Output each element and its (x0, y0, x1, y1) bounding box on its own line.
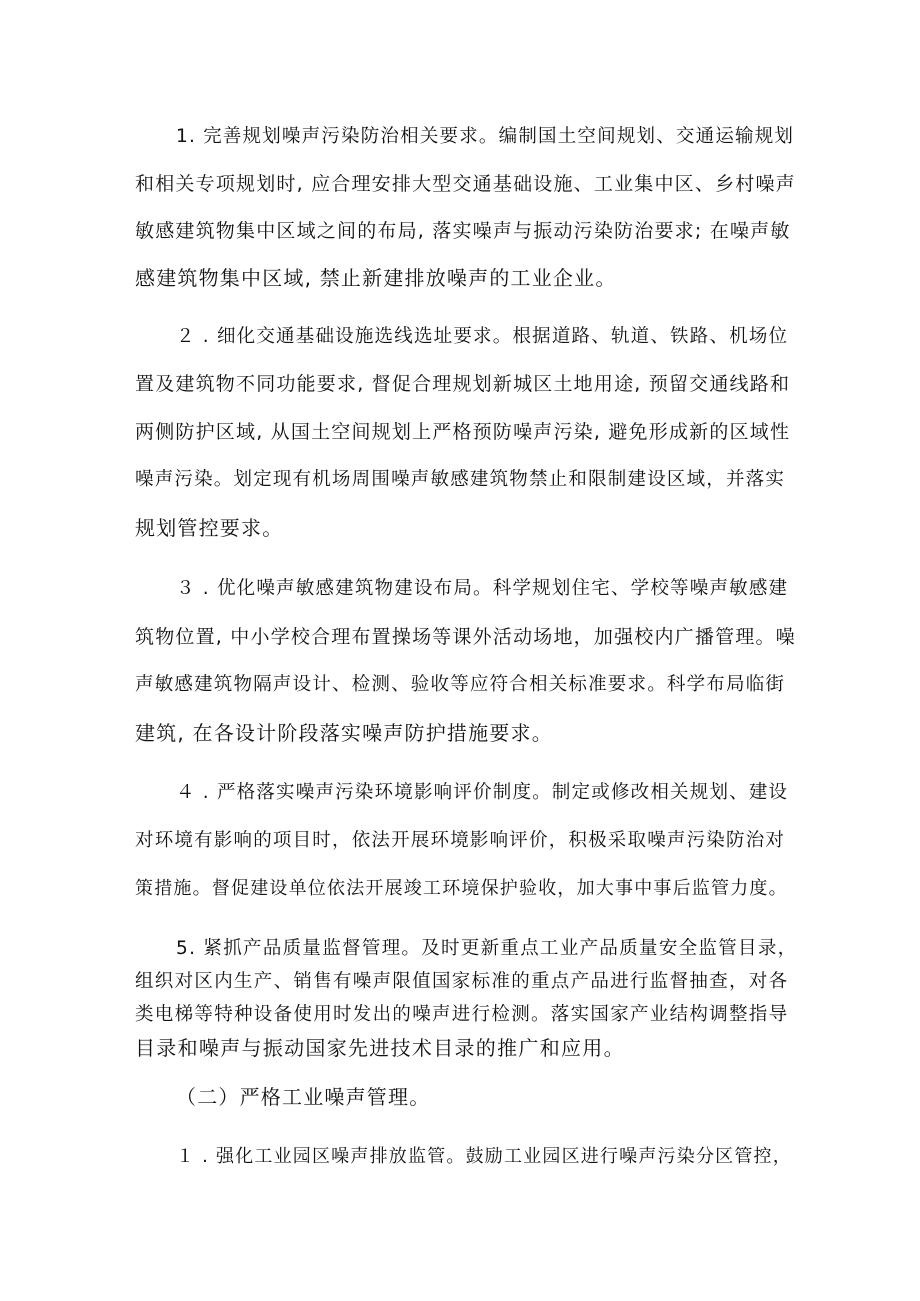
heading-line: （二）严格工业噪声管理。 (176, 1085, 431, 1109)
text-line: 组织对区内生产、销售有噪声限值国家标准的重点产品进行监督抽查，对各 (135, 971, 789, 992)
text-line: 敏感建筑物集中区域之间的布局, 落实噪声与振动污染防治要求; 在噪声敏 (135, 220, 791, 242)
text-line: 5. 紧抓产品质量监督管理。及时更新重点工业产品质量安全监管目录， (176, 938, 798, 959)
text-line: 策措施。督促建设单位依法开展竣工环境保护验收，加大事中事后监管力度。 (135, 878, 788, 899)
text-line: ４ . 严格落实噪声污染环境影响评价制度。制定或修改相关规划、建设 (176, 782, 789, 803)
text-line: 噪声污染。划定现有机场周围噪声敏感建筑物禁止和限制建设区域，并落实 (135, 469, 786, 490)
text-line: ３ . 优化噪声敏感建筑物建设布局。科学规划住宅、学校等噪声敏感建 (176, 578, 789, 599)
text-line: 目录和噪声与振动国家先进技术目录的推广和应用。 (135, 1036, 625, 1060)
text-line: 规划管控要求。 (135, 516, 284, 540)
text-line: 置及建筑物不同功能要求, 督促合理规划新城区土地用途, 预留交通线路和 (135, 373, 791, 395)
text-line: 类电梯等特种设备使用时发出的噪声进行检测。落实国家产业结构调整指导 (135, 1004, 789, 1025)
text-line: 筑物位置, 中小学校合理布置操场等课外活动场地，加强校内广播管理。噪 (135, 626, 796, 648)
text-line: 对环境有影响的项目时，依法开展环境影响评价，积极采取噪声污染防治对 (135, 830, 786, 851)
text-line: 1. 完善规划噪声污染防治相关要求。编制国土空间规划、交通运输规划 (176, 126, 795, 147)
text-line: １ . 强化工业园区噪声排放监管。鼓励工业园区进行噪声污染分区管控， (176, 1146, 792, 1167)
text-line: 两侧防护区域, 从国土空间规划上严格预防噪声污染, 避免形成新的区域性 (135, 421, 791, 443)
text-line: 建筑, 在各设计阶段落实噪声防护措施要求。 (135, 721, 553, 745)
text-line: 感建筑物集中区域, 禁止新建排放噪声的工业企业。 (135, 266, 617, 290)
text-line: 和相关专项规划时, 应合理安排大型交通基础设施、工业集中区、乡村噪声 (135, 173, 796, 195)
text-line: ２ . 细化交通基础设施选线选址要求。根据道路、轨道、铁路、机场位 (176, 326, 789, 347)
text-line: 声敏感建筑物隔声设计、检测、验收等应符合相关标准要求。科学布局临街 (135, 674, 786, 695)
